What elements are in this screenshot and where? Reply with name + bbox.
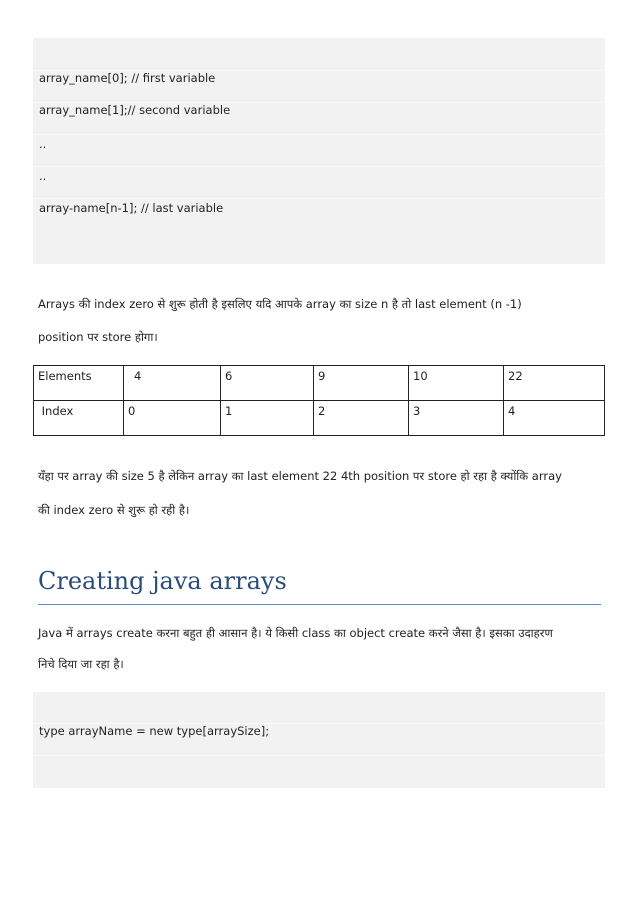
section-heading: Creating java arrays — [38, 567, 287, 595]
code-line: .. — [39, 169, 47, 183]
array-table — [33, 365, 605, 436]
paragraph-line: की index zero से शुरू हो रही है। — [38, 503, 190, 517]
table-cell: 1 — [221, 401, 314, 436]
code-block-2 — [33, 692, 605, 788]
table-cell: Index — [34, 401, 124, 436]
table-cell: 4 — [124, 366, 221, 401]
paragraph-line: यँहा पर array की size 5 है लेकिन array का last element 22 4th position पर store हो रहा है क्योंकि array — [38, 469, 562, 483]
table-cell: 2 — [314, 401, 409, 436]
table-row — [34, 366, 605, 401]
table-cell: 9 — [314, 366, 409, 401]
paragraph-line: Java में arrays create करना बहुत ही आसान है। ये किसी class का object create करने जैसा है। इसका उदाहरण — [38, 626, 553, 640]
paragraph-line: position पर store होगा। — [38, 330, 158, 344]
code-block-1 — [33, 38, 605, 264]
code-line: .. — [39, 137, 47, 151]
table-cell: 22 — [504, 366, 605, 401]
code-line: array_name[0]; // first variable — [39, 71, 216, 85]
table-row — [34, 401, 605, 436]
table-cell: 10 — [409, 366, 504, 401]
table-cell: Elements — [34, 366, 124, 401]
paragraph-line: निचे दिया जा रहा है। — [38, 657, 124, 671]
code-line: array_name[1];// second variable — [39, 103, 231, 117]
paragraph-line: Arrays की index zero से शुरू होती है इसलिए यदि आपके array का size n है तो last element (n -1) — [38, 297, 522, 311]
table-cell: 0 — [124, 401, 221, 436]
heading-underline — [38, 604, 601, 605]
code-line: array-name[n-1]; // last variable — [39, 201, 224, 215]
table-cell: 6 — [221, 366, 314, 401]
code-line: type arrayName = new type[arraySize]; — [39, 724, 270, 738]
table-cell: 4 — [504, 401, 605, 436]
table-cell: 3 — [409, 401, 504, 436]
